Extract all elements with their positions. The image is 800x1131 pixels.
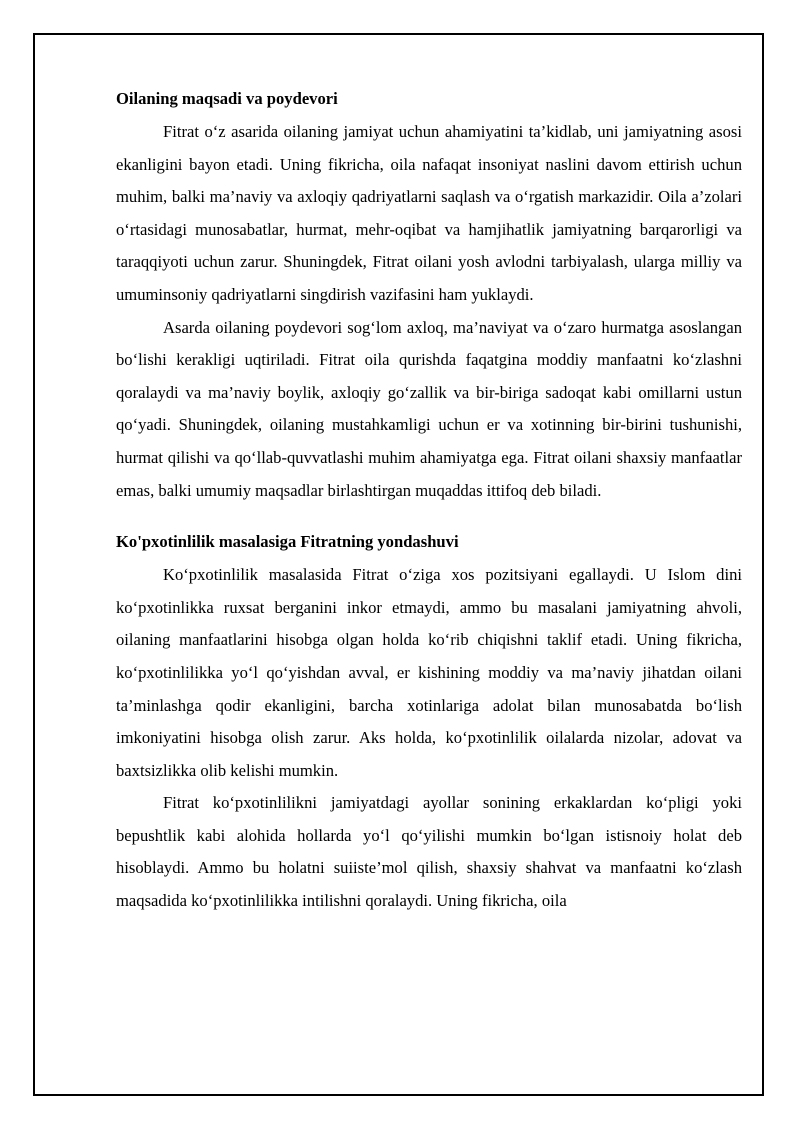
paragraph: Asarda oilaning poydevori sog‘lom axloq, ma’naviyat va o‘zaro hurmatga asoslangan bo‘lishi kerakligi uqtiriladi. Fitrat oila qurishda faqatgina moddiy manfaatni ko‘zlashni qoralaydi va ma’naviy boylik, axloqiy go‘zallik va bir-biriga sadoqat kabi omillarni ustun qo‘yadi. Shuningdek, oilaning mustahkamligi uchun er va xotinning bir-birini tushunishi, hurmat qilishi va qo‘llab-quvvatlashi muhim ahamiyatga ega. Fitrat oilani shaxsiy manfaatlar emas, balki umumiy maqsadlar birlashtirgan muqaddas ittifoq deb biladi.: [116, 317, 742, 500]
section-family-purpose: [116, 84, 742, 507]
section-heading: Ko'pxotinlilik masalasiga Fitratning yondashuvi: [116, 532, 459, 552]
section-heading: Oilaning maqsadi va poydevori: [116, 89, 338, 108]
section-polygamy: [116, 527, 742, 918]
paragraph: Fitrat o‘z asarida oilaning jamiyat uchun ahamiyatini ta’kidlab, uni jamiyatning asosi ekanligini bayon etadi. Uning fikricha, oila nafaqat insoniyat naslini davom ettirish uchun muhim, balki ma’naviy va axloqiy qadriyatlarni saqlash va o‘rgatish markazidir. Oila a’zolari o‘rtasidagi munosabatlar, hurmat, mehr-oqibat va hamjihatlik jamiyatning barqarorligi va taraqqiyoti uchun zarur. Shuningdek, Fitrat oilani yosh avlodni tarbiyalash, ularga milliy va umuminsoniy qadriyatlarni singdirish vazifasini ham yuklaydi.: [116, 122, 742, 304]
document-body: [116, 84, 742, 918]
paragraph: Fitrat ko‘pxotinlilikni jamiyatdagi ayollar sonining erkaklardan ko‘pligi yoki bepushtlik kabi alohida hollarda yo‘l qo‘yilishi mumkin bo‘lgan istisnoiy holat deb hisoblaydi. Ammo bu holatni suiiste’mol qilish, shaxsiy shahvat va manfaatni ko‘zlash maqsadida ko‘pxotinlilikka intilishni qoralaydi. Uning fikricha, oila: [116, 793, 742, 911]
paragraph: Ko‘pxotinlilik masalasida Fitrat o‘ziga xos pozitsiyani egallaydi. U Islom dini ko‘pxotinlikka ruxsat berganini inkor etmaydi, ammo bu masalani jamiyatning ahvoli, oilaning manfaatlarini hisobga olgan holda ko‘rib chiqishni taklif etadi. Uning fikricha, ko‘pxotinlilikka yo‘l qo‘yishdan avval, er kishining moddiy va ma’naviy jihatdan oilani ta’minlashga qodir ekanligini, barcha xotinlariga adolat bilan munosabatda bo‘lish imkoniyatini hisobga olish zarur. Aks holda, ko‘pxotinlilik oilalarda nizolar, adovat va baxtsizlikka olib kelishi mumkin.: [116, 565, 742, 780]
